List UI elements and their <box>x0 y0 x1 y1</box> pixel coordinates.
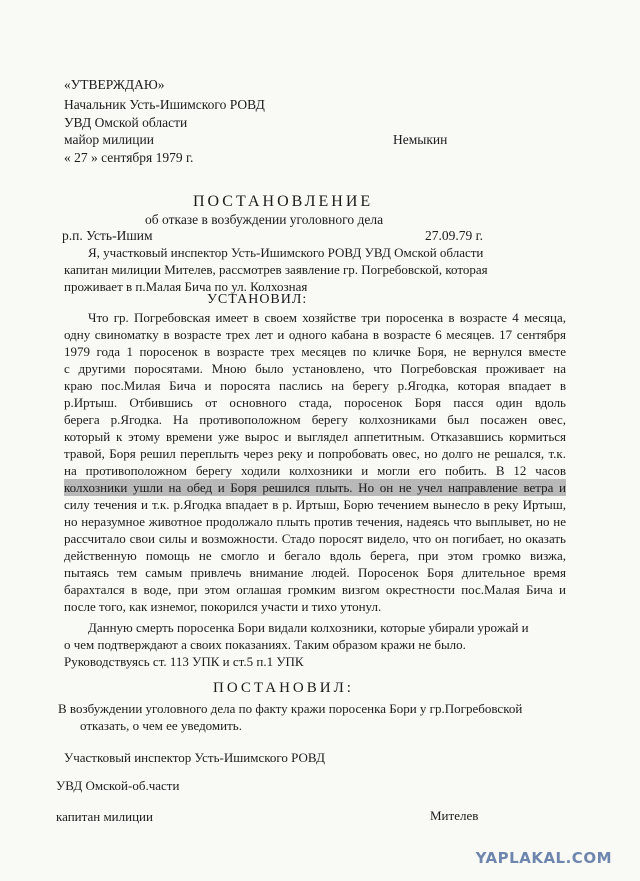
facts-line: берега р.Ягодка. На противоположном берегу колхозниками был посажен овес, <box>64 412 566 427</box>
facts-line: действенную помощь не смогло и бегало вдоль берега, при этом громко визжа, <box>64 548 566 563</box>
signer-rank: капитан милиции <box>56 809 153 824</box>
signer-position: Участковый инспектор Усть-Ишимского РОВД <box>64 750 325 765</box>
document-title: ПОСТАНОВЛЕНИЕ <box>193 193 374 210</box>
document-date: 27.09.79 г. <box>425 228 484 243</box>
facts-line: краю пос.Милая Бича и поросята паслись на берегу р.Ягодка, которая впадает в <box>64 378 566 393</box>
facts-line: пытаясь тем самым привлечь внимание людей. Поросенок Боря длительное время <box>64 565 566 580</box>
facts-line-highlighted: колхозники ушли на обед и Боря решился плыть. Но он не учел направление ветра и <box>64 480 566 495</box>
approval-label: «УТВЕРЖДАЮ» <box>64 77 165 92</box>
approver-name: Немыкин <box>393 132 448 147</box>
resolved-heading: ПОСТАНОВИЛ: <box>213 680 354 696</box>
approver-department: УВД Омской области <box>64 115 188 130</box>
established-heading: УСТАНОВИЛ: <box>207 292 308 307</box>
facts-line: на противоположном берегу ходили колхозники и могли его побить. В 12 часов <box>64 463 566 478</box>
facts-line: р.Иртыш. Отбившись от основного стада, поросенок Боря пасся один вдоль <box>64 395 566 410</box>
document-subtitle: об отказе в возбуждении уголовного дела <box>145 212 384 227</box>
watermark-logo: YAPLAKAL.COM <box>475 849 612 867</box>
facts-line: 1979 года 1 поросенок в возрасте трех месяцев по кличке Боря, не вернулся вместе <box>64 344 566 359</box>
conclusion-line: Данную смерть поросенка Бори видали колхозники, которые убирали урожай и <box>88 620 529 635</box>
approver-rank: майор милиции <box>64 132 154 147</box>
signer-department: УВД Омской-об.части <box>56 778 180 793</box>
approval-date: « 27 » сентября 1979 г. <box>64 150 194 165</box>
intro-line-2: капитан милиции Мителев, рассмотрев заявление гр. Погребовской, которая <box>64 262 488 277</box>
facts-line: но неразумное животное продолжало плыть против течения, надеясь что выплывет, но не <box>64 514 566 529</box>
facts-line: который к этому времени уже вырос и выглядел аппетитным. Отказавшись кормиться <box>64 429 566 444</box>
facts-line: рассчитало свои силы и возможности. Стадо поросят видело, что он погибает, но оказать <box>64 531 566 546</box>
facts-line: травой, Боря решил переплыть через реку и попробовать овес, но долго не решался, т.к. <box>64 446 566 461</box>
facts-line: Что гр. Погребовская имеет в своем хозяйстве три поросенка в возрасте 4 месяца, <box>88 310 566 325</box>
facts-line: силу течения и т.к. р.Ягодка впадает в р. Иртыш, Борю течением вынесло в реку Иртыш, <box>64 497 566 512</box>
resolved-line-1: В возбуждении уголовного дела по факту кражи поросенка Бори у гр.Погребовской <box>58 701 523 716</box>
facts-line: после того, как изнемог, покорился участи и тихо утонул. <box>64 599 382 614</box>
facts-line: одну свиноматку в возрасте трех лет и одного кабана в возрасте 6 месяцев. 17 сентября <box>64 327 566 342</box>
conclusion-line: Руководствуясь ст. 113 УПК и ст.5 п.1 УПК <box>64 654 304 669</box>
intro-line-1: Я, участковый инспектор Усть-Ишимского РОВД УВД Омской области <box>88 245 484 260</box>
document-place: р.п. Усть-Ишим <box>62 228 153 243</box>
signer-name: Мителев <box>430 808 479 823</box>
facts-line: барахтался в воде, при этом оглашая громким визгом окрестности пос.Малая Бича и <box>64 582 566 597</box>
approver-position: Начальник Усть-Ишимского РОВД <box>64 97 265 112</box>
conclusion-line: о чем подтверждают а своих показаниях. Таким образом кражи не было. <box>64 637 466 652</box>
facts-line: с другими поросятами. Мною было установлено, что Погребовская проживает на <box>64 361 566 376</box>
intro-line-3: проживает в п.Малая Бича по ул. Колхозная <box>64 279 308 294</box>
resolved-line-2: отказать, о чем ее уведомить. <box>80 718 242 733</box>
